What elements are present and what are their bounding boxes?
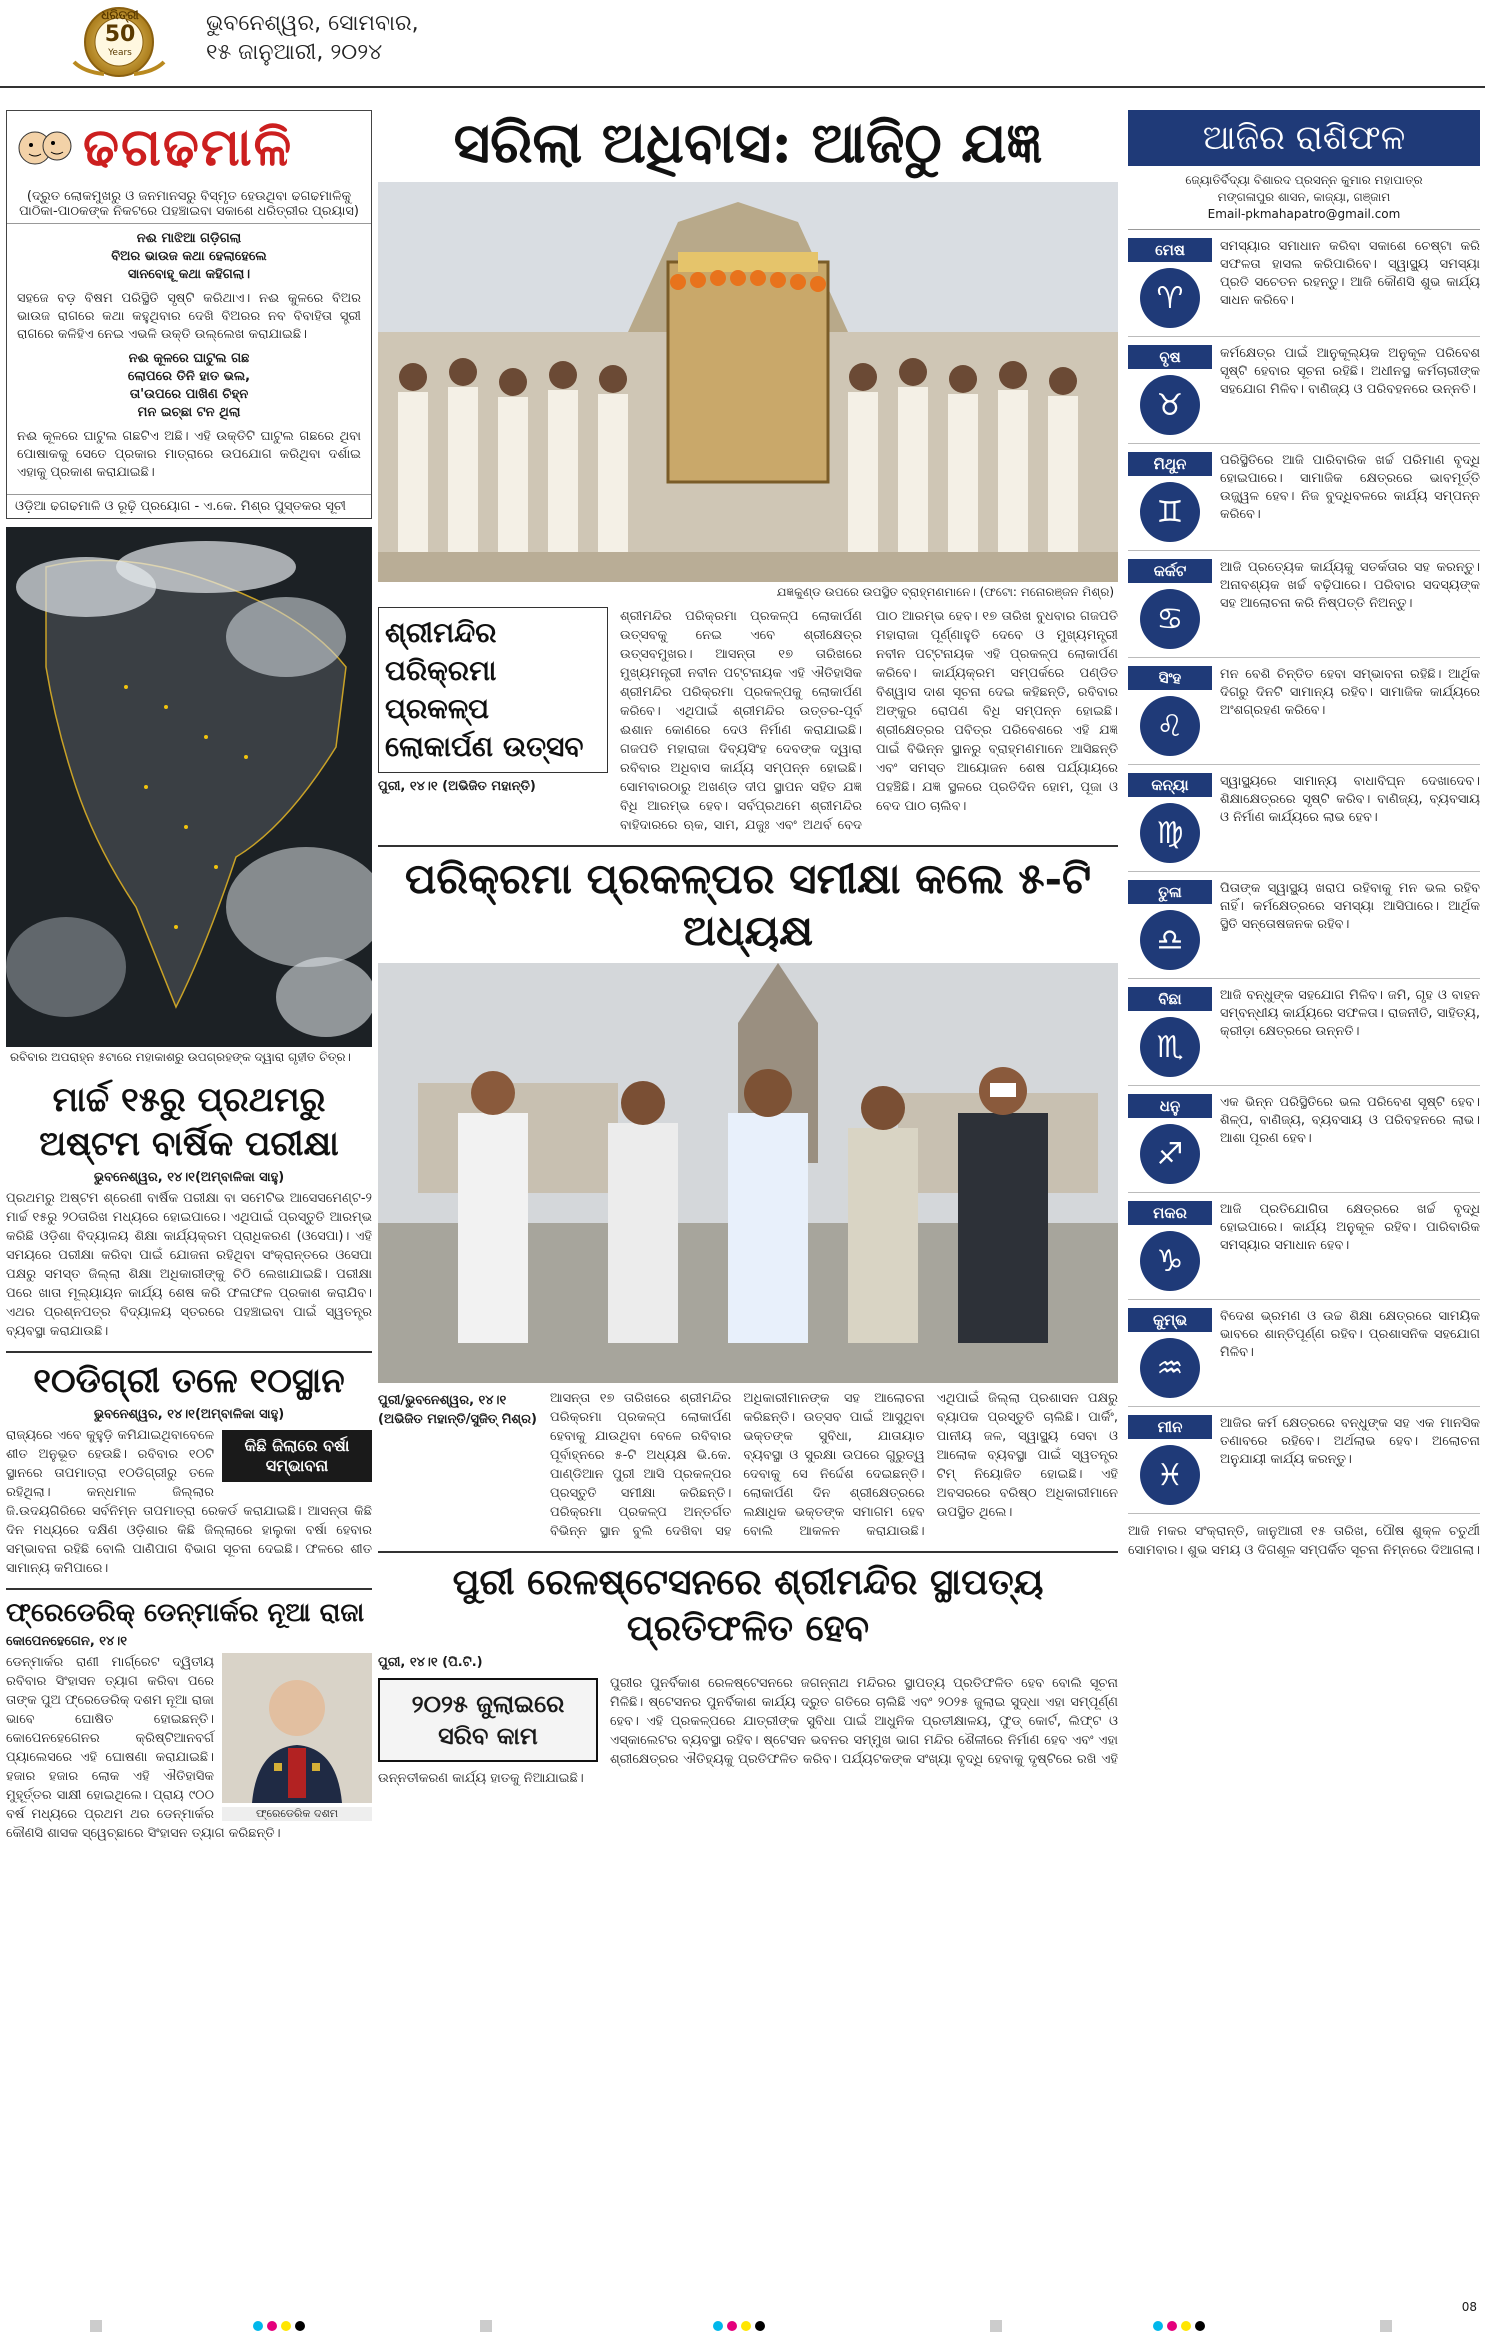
rashifal-meta	[1128, 166, 1480, 230]
logo-years-label: Years	[108, 48, 132, 58]
logo-text: ଧରିତ୍ରୀ	[101, 8, 139, 22]
sign-badge	[1128, 452, 1212, 542]
railway-body: ପୁରୀର ପୁନର୍ବିକାଶ ରେଳଷ୍ଟେସନରେ ଜଗନ୍ନାଥ ମନ୍ଦିରର ସ୍ଥାପତ୍ୟ ପ୍ରତିଫଳିତ ହେବ ବୋଲି ସୂଚନା ମିଳିଛି। ଷ୍ଟେସନର ପୁନର୍ବିକାଶ କାର୍ଯ୍ୟ ଦ୍ରୁତ ଗତିରେ ଚାଲିଛି ଏବଂ ୨୦୨୫ ଜୁଲାଇ ସୁଦ୍ଧା ଏହା ସମ୍ପୂର୍ଣ୍ଣ ହେବ। ଏହି ପ୍ରକଳ୍ପରେ ଯାତ୍ରୀଙ୍କ ସୁବିଧା ପାଇଁ ଆଧୁନିକ ପ୍ରତୀକ୍ଷାଳୟ, ଫୁଡ୍ କୋର୍ଟ, ଲିଫ୍ଟ ଓ ଏସ୍କାଲେଟର ବ୍ୟବସ୍ଥା ରହିବ। ଷ୍ଟେସନ ଭବନର ସମ୍ମୁଖ ଭାଗ ମନ୍ଦିର ଶୈଳୀରେ ନିର୍ମାଣ ହେବ ଏବଂ ଏହା ଶ୍ରୀକ୍ଷେତ୍ରର ଐତିହ୍ୟକୁ ପ୍ରତିଫଳିତ କରିବ। ପର୍ଯ୍ୟଟକଙ୍କ ସଂଖ୍ୟା ବୃଦ୍ଧି ହେବାକୁ ଦୃଷ୍ଟିରେ ରଖି ଏହି ଉନ୍ନତୀକରଣ କାର୍ଯ୍ୟ ହାତକୁ ନିଆଯାଇଛି।	[378, 1676, 1118, 1786]
page-number: 08	[1461, 2300, 1477, 2314]
inspection-headline: ପରିକ୍ରମା ପ୍ରକଳ୍ପର ସମୀକ୍ଷା କଲେ ୫-ଟି ଅଧ୍ୟକ୍ଷ	[404, 854, 1092, 955]
logo-years: 50	[104, 22, 136, 47]
sign-name: ଧନୁ	[1128, 1094, 1212, 1118]
satellite-caption: ରବିବାର ଅପରାହ୍ନ ୫ଟାରେ ମହାକାଶରୁ ଉପଗ୍ରହଙ୍କ ଦ୍ୱାରା ଗୃହୀତ ଚିତ୍ର।	[10, 1050, 351, 1064]
sign-name: ବୃଷ	[1128, 345, 1212, 369]
zodiac-icon: ♓	[1140, 1445, 1200, 1505]
astrologer-email: Email-pkmahapatro@gmail.com	[1207, 207, 1401, 221]
denmark-article	[6, 1588, 372, 1843]
sign-name: ତୁଳା	[1128, 880, 1212, 904]
sign-row	[1128, 872, 1480, 979]
lead-photo	[378, 182, 1118, 582]
verse-line: ମନ ଇଚ୍ଛା ଟନ ଥିଲା	[137, 405, 241, 420]
sign-list	[1128, 230, 1480, 1514]
lead-body: ଶ୍ରୀମନ୍ଦିର ପରିକ୍ରମା ପ୍ରକଳ୍ପ ଲୋକାର୍ପଣ ଉତ୍ସବକୁ ନେଇ ଏବେ ଶ୍ରୀକ୍ଷେତ୍ର ଉତ୍ସବମୁଖର। ଆସନ୍ତା ୧୭ ତାରିଖରେ ମୁଖ୍ୟମନ୍ତ୍ରୀ ନବୀନ ପଟ୍ଟନାୟକ ଏହି ଐତିହାସିକ ଶ୍ରୀମନ୍ଦିର ପରିକ୍ରମା ପ୍ରକଳ୍ପକୁ ଲୋକାର୍ପଣ କରିବେ। ଏଥିପାଇଁ ଶ୍ରୀମନ୍ଦିର ଉତ୍ତର-ପୂର୍ବ ଈଶାନ କୋଣରେ ଦେଓ ନିର୍ମାଣ କରାଯାଇଛି। ଗଜପତି ମହାରାଜା ଦିବ୍ୟସିଂହ ଦେବଙ୍କ ଦ୍ୱାରା ରବିବାର ଅଧିବାସ କାର୍ଯ୍ୟ ସମ୍ପନ୍ନ ହୋଇଛି। ସୋମବାରଠାରୁ ଅଖଣ୍ଡ ଦୀପ ସ୍ଥାପନ ସହିତ ଯଜ୍ଞ ବିଧି ଆରମ୍ଭ ହେବ। ସର୍ବପ୍ରଥମେ ଶ୍ରୀମନ୍ଦିର ବାହିଦାରରେ ଋକ, ସାମ, ଯଜୁଃ ଏବଂ ଅଥର୍ବ ବେଦ ପାଠ ଆରମ୍ଭ ହେବ। ୧୭ ତାରିଖ ବୁଧବାର ଗଜପତି ମହାରାଜା ପୂର୍ଣ୍ଣାହୁତି ଦେବେ ଓ ମୁଖ୍ୟମନ୍ତ୍ରୀ ନବୀନ ପଟ୍ଟନାୟକ ଏହି ପ୍ରକଳ୍ପ ଲୋକାର୍ପଣ କରିବେ। କାର୍ଯ୍ୟକ୍ରମ ସମ୍ପର୍କରେ ପଣ୍ଡିତ ବିଶ୍ୱାସ ଦାଶ ସୂଚନା ଦେଇ କହିଛନ୍ତି, ରବିବାର ଅଙ୍କୁର ରୋପଣ ବିଧି ସମ୍ପନ୍ନ ହୋଇଛି। ଶ୍ରୀକ୍ଷେତ୍ରର ପବିତ୍ର ପରିବେଶରେ ଏହି ଯଜ୍ଞ ପାଇଁ ବିଭିନ୍ନ ସ୍ଥାନରୁ ବ୍ରାହ୍ମଣମାନେ ଆସିଛନ୍ତି ଏବଂ ସମସ୍ତ ଆୟୋଜନ ଶେଷ ପର୍ଯ୍ୟାୟରେ ପହଞ୍ଚିଛି। ଯଜ୍ଞ ସ୍ଥଳରେ ପ୍ରତିଦିନ ହୋମ, ପୂଜା ଓ ବେଦ ପାଠ ଚାଲିବ।	[620, 609, 1118, 833]
sign-text: ଆଜି ପ୍ରତ୍ୟେକ କାର୍ଯ୍ୟକୁ ସତର୍କତାର ସହ କରନ୍ତୁ। ଅନାବଶ୍ୟକ ଖର୍ଚ୍ଚ ବଢ଼ିପାରେ। ପରିବାର ସଦସ୍ୟଙ୍କ ସହ ଆଲୋଚନା କରି ନିଷ୍ପତ୍ତି ନିଅନ୍ତୁ।	[1220, 560, 1480, 611]
sign-badge	[1128, 1201, 1212, 1291]
sign-row	[1128, 230, 1480, 337]
denmark-photo-caption: ଫ୍ରେଡେରିକ ଦଶମ	[222, 1807, 372, 1821]
rashifal-footer: ଆଜି ମକର ସଂକ୍ରାନ୍ତି, ଜାନୁଆରୀ ୧୫ ତାରିଖ, ପୌଷ ଶୁକ୍ଳ ଚତୁର୍ଥୀ ସୋମବାର। ଶୁଭ ସମୟ ଓ ଦିଗଶୂଳ ସମ୍ପର୍କିତ ସୂଚନା ନିମ୍ନରେ ଦିଆଗଲା।	[1128, 1524, 1480, 1558]
rashifal-title: ଆଜିର ରାଶିଫଳ	[1128, 110, 1480, 166]
humor-paragraph: ନଈ କୂଳରେ ଘାଟୁଲ ଗଛଟିଏ ଅଛି। ଏହି ଉକ୍ତିଟି ଘାଟୁଲ ଗଛରେ ଥିବା ପୋଷାକକୁ ସେତେ ପ୍ରକାର ମାତ୍ରାରେ ଉପଯୋଗ କରିଥିବା ଦର୍ଶାଇ ଏହାକୁ ପ୍ରକାଶ କରାଯାଇଛି।	[17, 429, 361, 480]
masthead	[0, 0, 1485, 88]
sign-text: ସ୍ୱାସ୍ଥ୍ୟରେ ସାମାନ୍ୟ ବାଧାବିଘ୍ନ ଦେଖାଦେବ। ଶିକ୍ଷାକ୍ଷେତ୍ରରେ ସୃଷ୍ଟି କରିବ। ବାଣିଜ୍ୟ, ବ୍ୟବସାୟ ଓ ନିର୍ମାଣ କାର୍ଯ୍ୟରେ ଲାଭ ହେବ।	[1220, 774, 1480, 825]
humor-header	[7, 111, 371, 185]
verse-line: ଲୋପରେ ତିନି ହାତ ଭଲ,	[127, 369, 251, 384]
verse-line: ନଈ ମାଝିଆ ଗଡ଼ିଗଲା	[136, 231, 242, 246]
sign-row	[1128, 1193, 1480, 1300]
sign-name: କର୍କଟ	[1128, 559, 1212, 583]
sign-row	[1128, 444, 1480, 551]
sign-badge	[1128, 345, 1212, 435]
sign-text: କର୍ମକ୍ଷେତ୍ର ପାଇଁ ଆନୁକୂଲ୍ୟକ ଅନୁକୂଳ ପରିବେଶ ସୃଷ୍ଟି ହେବାର ସୂଚନା ରହିଛି। ଅଧୀନସ୍ଥ କର୍ମଚାରୀଙ୍କ ସହଯୋଗ ମିଳିବ। ବାଣିଜ୍ୟ ଓ ପରିବହନରେ ଉନ୍ନତି।	[1220, 346, 1480, 397]
exam-article	[6, 1078, 372, 1341]
lead-dateline: ପୁରୀ, ୧୪।୧ (ଅଭିଜିତ ମହାନ୍ତି)	[378, 779, 536, 794]
zodiac-icon: ♋	[1140, 589, 1200, 649]
sign-name: ସିଂହ	[1128, 666, 1212, 690]
sign-badge	[1128, 1415, 1212, 1505]
humor-footer: ଓଡ଼ିଆ ଢଗଢମାଳି ଓ ରୂଢ଼ି ପ୍ରୟୋଗ - ଏ.କେ. ମିଶ୍ର ପୁସ୍ତକର ସୂଚୀ	[7, 494, 371, 518]
zodiac-icon: ♍	[1140, 803, 1200, 863]
masthead-date: ୧୫ ଜାନୁଆରୀ, ୨୦୨୪	[206, 40, 383, 65]
sign-text: ମନ ବେଶି ଚିନ୍ତିତ ହେବା ସମ୍ଭାବନା ରହିଛି। ଆର୍ଥିକ ଦିଗରୁ ଦିନଟି ସାମାନ୍ୟ ରହିବ। ସାମାଜିକ କାର୍ଯ୍ୟରେ ଅଂଶଗ୍ରହଣ କରିବେ।	[1220, 667, 1480, 718]
lead-photo-caption: ଯଜ୍ଞକୁଣ୍ଡ ଉପରେ ଉପସ୍ଥିତ ବ୍ରାହ୍ମଣମାନେ। (ଫଟୋ: ମନୋରଞ୍ଜନ ମିଶ୍ର)	[776, 585, 1114, 599]
lead-left	[378, 607, 608, 835]
center-column	[378, 110, 1118, 1788]
sign-name: ମେଷ	[1128, 238, 1212, 262]
sign-name: ବିଛା	[1128, 987, 1212, 1011]
sign-row	[1128, 658, 1480, 765]
king-portrait-icon	[222, 1653, 372, 1803]
yajna-photo-icon	[378, 182, 1118, 582]
lead-subheadline: ଶ୍ରୀମନ୍ଦିର ପରିକ୍ରମା ପ୍ରକଳ୍ପ ଲୋକାର୍ପଣ ଉତ୍ସବ	[378, 607, 608, 773]
denmark-photo	[222, 1653, 372, 1821]
zodiac-icon: ♑	[1140, 1231, 1200, 1291]
lead-article	[378, 607, 1118, 835]
sign-text: ସମସ୍ୟାର ସମାଧାନ କରିବା ସକାଶେ ଚେଷ୍ଟା କରି ସଫଳତା ହାସଲ କରିପାରିବେ। ସ୍ୱାସ୍ଥ୍ୟ ସମସ୍ୟା ପ୍ରତି ସଚେତନ ରହନ୍ତୁ। ଆଜି କୌଣସି ଶୁଭ କାର୍ଯ୍ୟ ସାଧନ କରିବେ।	[1220, 239, 1480, 308]
railway-headline: ପୁରୀ ରେଳଷ୍ଟେସନରେ ଶ୍ରୀମନ୍ଦିର ସ୍ଥାପତ୍ୟ ପ୍ରତିଫଳିତ ହେବ	[452, 1561, 1044, 1649]
zodiac-icon: ♎	[1140, 910, 1200, 970]
inspection-byline: (ଅଭିଜିତ ମହାନ୍ତି/ସୁଜିତ୍ ମିଶ୍ର)	[378, 1412, 537, 1427]
astrologer-name: ଜ୍ୟୋତିର୍ବିଦ୍ୟା ବିଶାରଦ ପ୍ରସନ୍ନ କୁମାର ମହାପାତ୍ର	[1185, 173, 1423, 187]
sign-text: ଆଜିର କର୍ମ କ୍ଷେତ୍ରରେ ବନ୍ଧୁଙ୍କ ସହ ଏକ ମାନସିକ ତଣାବରେ ରହିବେ। ଅର୍ଥଲାଭ ହେବ। ଅଲୋଚନା ଅନୁଯାୟୀ କାର୍ଯ୍ୟ କରନ୍ତୁ।	[1220, 1416, 1480, 1467]
zodiac-icon: ♈	[1140, 268, 1200, 328]
zodiac-icon: ♏	[1140, 1017, 1200, 1077]
zodiac-icon: ♊	[1140, 482, 1200, 542]
exam-headline: ମାର୍ଚ୍ଚ ୧୫ରୁ ପ୍ରଥମରୁ ଅଷ୍ଟମ ବାର୍ଷିକ ପରୀକ୍ଷା	[39, 1080, 339, 1164]
sign-row	[1128, 765, 1480, 872]
cold-headline: ୧୦ଡିଗ୍ରୀ ତଳେ ୧୦ସ୍ଥାନ	[33, 1361, 345, 1401]
zodiac-icon: ♐	[1140, 1124, 1200, 1184]
humor-paragraph: ସହଜେ ବଡ଼ ବିଷମ ପରିସ୍ଥିତି ସୃଷ୍ଟି କରିଥାଏ। ନଈ କୁଳରେ ବିଅର ଭାଉଜ ରାଗରେ କଥା କହୁଥିବାର ଦେଖି ବିଅରର ନବ ବିବାହିତା ସ୍ତ୍ରୀ ରାଗରେ କଳିହିଏ ନେଇ ଏଭଳି ଉକ୍ତି ଉଲ୍ଲେଖ କରାଯାଇଛି।	[17, 291, 361, 342]
right-column	[1128, 110, 1480, 1560]
left-column	[6, 110, 372, 1843]
sign-row	[1128, 1300, 1480, 1407]
cold-dateline: ଭୁବନେଶ୍ୱର, ୧୪।୧(ଅମ୍ବାଳିକା ସାହୁ)	[93, 1407, 285, 1422]
denmark-headline: ଫ୍ରେଡେରିକ୍ ଡେନ୍ମାର୍କର ନୂଆ ରାଜା	[6, 1598, 365, 1628]
denmark-dateline: କୋପେନହେଗେନ, ୧୪।୧	[6, 1634, 128, 1649]
sign-name: ମକର	[1128, 1201, 1212, 1225]
railway-callout: ୨୦୨୫ ଜୁଲାଇରେ ସରିବ କାମ	[378, 1678, 598, 1762]
sign-name: ମୀନ	[1128, 1415, 1212, 1439]
sign-text: ଏକ ଭିନ୍ନ ପରିସ୍ଥିତିରେ ଭଲ ପରିବେଶ ସୃଷ୍ଟି ହେବ। ଶିଳ୍ପ, ବାଣିଜ୍ୟ, ବ୍ୟବସାୟ ଓ ପରିବହନରେ ଲାଭ। ଆଶା ପୂରଣ ହେବ।	[1220, 1095, 1480, 1146]
masthead-dateline: ଭୁବନେଶ୍ୱର, ସୋମବାର,	[206, 11, 419, 36]
satellite-image	[6, 527, 372, 1047]
sign-badge	[1128, 1308, 1212, 1398]
astrologer-address: ମଙ୍ଗଳାପୁର ଶାସନ, କାଜ୍ୟା, ଗଞ୍ଜାମ	[1217, 190, 1391, 204]
verse-line: ତା'ଉପରେ ପାଖିଣ ଚିହ୍ନ	[129, 387, 249, 402]
zodiac-icon: ♒	[1140, 1338, 1200, 1398]
sign-row	[1128, 337, 1480, 444]
cold-article	[6, 1351, 372, 1578]
exam-dateline: ଭୁବନେଶ୍ୱର, ୧୪।୧(ଅମ୍ବାଳିକା ସାହୁ)	[93, 1170, 285, 1185]
zodiac-icon: ♉	[1140, 375, 1200, 435]
railway-dateline: ପୁରୀ, ୧୪।୧ (ପି.ଟି.)	[378, 1655, 483, 1670]
inspection-meta	[378, 1389, 538, 1541]
verse-line: ବିଅର ଭାଉଜ କଥା ହେଲାହେଲେ	[111, 249, 267, 264]
inspection-dateline: ପୁରୀ/ଭୁବନେଶ୍ୱର, ୧୪।୧	[378, 1393, 507, 1408]
print-registration-marks-icon	[0, 2318, 1485, 2334]
sign-name: କୁମ୍ଭ	[1128, 1308, 1212, 1332]
satellite-map-icon	[6, 527, 372, 1047]
verse-line: ନଈ କୂଳରେ ଘାଟୁଲ ଗଛ	[128, 351, 250, 366]
cartoon-faces-icon	[15, 118, 75, 178]
officials-photo-icon	[378, 963, 1118, 1383]
sign-badge	[1128, 238, 1212, 328]
sign-badge	[1128, 559, 1212, 649]
inspection-text	[378, 1389, 1118, 1541]
sign-text: ଆଜି ପ୍ରତିଯୋଗିତା କ୍ଷେତ୍ରରେ ଖର୍ଚ୍ଚ ବୃଦ୍ଧି ହୋଇପାରେ। କାର୍ଯ୍ୟ ଅନୁକୂଳ ରହିବ। ପାରିବାରିକ ସମସ୍ୟାର ସମାଧାନ ହେବ।	[1220, 1202, 1480, 1253]
sign-row	[1128, 551, 1480, 658]
humor-title: ଢଗଢମାଳି	[83, 117, 294, 178]
sign-text: ପିତାଙ୍କ ସ୍ୱାସ୍ଥ୍ୟ ଖରାପ ରହିବାକୁ ମନ ଭଲ ରହିବ ନାହିଁ। କର୍ମକ୍ଷେତ୍ରରେ ସମସ୍ୟା ଆସିପାରେ। ଆର୍ଥିକ ସ୍ଥିତି ସନ୍ତୋଷଜନକ ରହିବ।	[1220, 881, 1480, 932]
inspection-article	[378, 845, 1118, 1541]
sign-text: ପରିସ୍ଥିତିରେ ଆଜି ପାରିବାରିକ ଖର୍ଚ୍ଚ ପରିମାଣ ବୃଦ୍ଧି ହୋଇପାରେ। ସାମାଜିକ କ୍ଷେତ୍ରରେ ଭାବମୂର୍ତ୍ତି ଉଜ୍ଜ୍ୱଳ ହେବ। ନିଜ ବୁଦ୍ଧିବଳରେ କାର୍ଯ୍ୟ ସମ୍ପନ୍ନ କରିବେ।	[1220, 453, 1480, 522]
denmark-body: ଡେନ୍ମାର୍କର ରାଣୀ ମାର୍ଗ୍ରେଟ ଦ୍ୱିତୀୟ ରବିବାର ସିଂହାସନ ତ୍ୟାଗ କରିବା ପରେ ତାଙ୍କ ପୁଅ ଫ୍ରେଡେରିକ୍ ଦଶମ ନୂଆ ରାଜା ଭାବେ ଘୋଷିତ ହୋଇଛନ୍ତି। କୋପେନହେଗେନର କ୍ରିଷ୍ଟିଆନବର୍ଗ ପ୍ୟାଲେସରେ ଏହି ଘୋଷଣା କରାଯାଇଛି। ହଜାର ହଜାର ଲୋକ ଏହି ଐତିହାସିକ ମୁହୂର୍ତ୍ତର ସାକ୍ଷୀ ହୋଇଥିଲେ। ପ୍ରାୟ ୯୦୦ ବର୍ଷ ମଧ୍ୟରେ ପ୍ରଥମ ଥର ଡେନ୍ମାର୍କର କୌଣସି ଶାସକ ସ୍ୱେଚ୍ଛାରେ ସିଂହାସନ ତ୍ୟାଗ କରିଛନ୍ତି।	[6, 1655, 281, 1841]
zodiac-icon: ♌	[1140, 696, 1200, 756]
sign-row	[1128, 979, 1480, 1086]
railway-article	[378, 1551, 1118, 1788]
masthead-rule	[0, 86, 1485, 88]
cold-body: ରାଜ୍ୟରେ ଏବେ କୁହୁଡ଼ି କମିଯାଇଥିବାବେଳେ ଶୀତ ଅନୁଭୂତ ହେଉଛି। ରବିବାର ୧୦ଟି ସ୍ଥାନରେ ତାପମାତ୍ରା ୧୦ଡିଗ୍ରୀରୁ ତଳେ ରହିଥିଲା। କନ୍ଧମାଳ ଜିଲ୍ଲାର ଜି.ଉଦୟଗିରିରେ ସର୍ବନିମ୍ନ ତାପମାତ୍ରା ରେକର୍ଡ କରାଯାଇଛି। ଆସନ୍ତା କିଛି ଦିନ ମଧ୍ୟରେ ଦକ୍ଷିଣ ଓଡ଼ିଶାର କିଛି ଜିଲ୍ଲାରେ ହାଲୁକା ବର୍ଷା ହେବାର ସମ୍ଭାବନା ରହିଛି ବୋଲି ପାଣିପାଗ ବିଭାଗ ସୂଚନା ଦେଇଛି। ଫଳରେ ଶୀତ ସାମାନ୍ୟ କମିପାରେ।	[6, 1428, 372, 1576]
sign-badge	[1128, 1094, 1212, 1184]
humor-box	[6, 110, 372, 519]
lead-headline: ସରିଲା ଅଧିବାସ: ଆଜିଠୁ ଯଜ୍ଞ	[453, 110, 1043, 176]
humor-body	[7, 224, 371, 494]
sign-row	[1128, 1086, 1480, 1193]
verse-line: ସାନବୋହୂ କଥା କହିଗଲା।	[127, 267, 251, 282]
sign-badge	[1128, 666, 1212, 756]
sign-text: ଆଜି ବନ୍ଧୁଙ୍କ ସହଯୋଗ ମିଳିବ। ଜମି, ଗୃହ ଓ ବାହନ ସମ୍ବନ୍ଧୀୟ କାର୍ଯ୍ୟରେ ସଫଳତା। ରାଜନୀତି, ସାହିତ୍ୟ, କ୍ରୀଡ଼ା କ୍ଷେତ୍ରରେ ଉନ୍ନତି।	[1220, 988, 1480, 1039]
sign-badge	[1128, 880, 1212, 970]
cold-callout: କିଛି ଜିଲାରେ ବର୍ଷା ସମ୍ଭାବନା	[222, 1430, 372, 1482]
sign-name: କନ୍ୟା	[1128, 773, 1212, 797]
sign-row	[1128, 1407, 1480, 1514]
inspection-body: ଆସନ୍ତା ୧୭ ତାରିଖରେ ଶ୍ରୀମନ୍ଦିର ପରିକ୍ରମା ପ୍ରକଳ୍ପ ଲୋକାର୍ପଣ ହେବାକୁ ଯାଉଥିବା ବେଳେ ରବିବାର ପୂର୍ବାହ୍ନରେ ୫-ଟି ଅଧ୍ୟକ୍ଷ ଭି.କେ. ପାଣ୍ଡିଆନ ପୁରୀ ଆସି ପ୍ରକଳ୍ପର ପ୍ରସ୍ତୁତି ସମୀକ୍ଷା କରିଛନ୍ତି। ପରିକ୍ରମା ପ୍ରକଳ୍ପ ଅନ୍ତର୍ଗତ ବିଭିନ୍ନ ସ୍ଥାନ ବୁଲି ଦେଖିବା ସହ ଅଧିକାରୀମାନଙ୍କ ସହ ଆଲୋଚନା କରିଛନ୍ତି। ଉତ୍ସବ ପାଇଁ ଆସୁଥିବା ଭକ୍ତଙ୍କ ସୁବିଧା, ଯାତାୟାତ ବ୍ୟବସ୍ଥା ଓ ସୁରକ୍ଷା ଉପରେ ଗୁରୁତ୍ୱ ଦେବାକୁ ସେ ନିର୍ଦ୍ଦେଶ ଦେଇଛନ୍ତି। ଲୋକାର୍ପଣ ଦିନ ଶ୍ରୀକ୍ଷେତ୍ରରେ ଲକ୍ଷାଧିକ ଭକ୍ତଙ୍କ ସମାଗମ ହେବ ବୋଲି ଆକଳନ କରାଯାଉଛି। ଏଥିପାଇଁ ଜିଲ୍ଲା ପ୍ରଶାସନ ପକ୍ଷରୁ ବ୍ୟାପକ ପ୍ରସ୍ତୁତି ଚାଲିଛି। ପାର୍କିଂ, ପାନୀୟ ଜଳ, ସ୍ୱାସ୍ଥ୍ୟ ସେବା ଓ ଆଲୋକ ବ୍ୟବସ୍ଥା ପାଇଁ ସ୍ୱତନ୍ତ୍ର ଟିମ୍ ନିୟୋଜିତ ହୋଇଛି। ଏହି ଅବସରରେ ବରିଷ୍ଠ ଅଧିକାରୀମାନେ ଉପସ୍ଥିତ ଥିଲେ।	[550, 1391, 1118, 1539]
sign-text: ବିଦେଶ ଭ୍ରମଣ ଓ ଉଚ୍ଚ ଶିକ୍ଷା କ୍ଷେତ୍ରରେ ସାମୟିକ ଭାବରେ ଶାନ୍ତିପୂର୍ଣ୍ଣ ରହିବ। ପ୍ରଶାସନିକ ସହଯୋଗ ମିଳିବ।	[1220, 1309, 1480, 1360]
humor-subtitle: (ଦ୍ରୁତ ଲୋକମୁଖରୁ ଓ ଜନମାନସରୁ ବିସ୍ମୃତ ହେଉଥିବା ଢଗଢମାଳିକୁ ପାଠିକା-ପାଠକଙ୍କ ନିକଟରେ ପହଞ୍ଚାଇବା ସକାଶେ ଧରିତ୍ରୀର ପ୍ରୟାସ)	[7, 185, 371, 224]
inspection-photo	[378, 963, 1118, 1383]
exam-body: ପ୍ରଥମରୁ ଅଷ୍ଟମ ଶ୍ରେଣୀ ବାର୍ଷିକ ପରୀକ୍ଷା ବା ସମେଟିଭ ଆସେସମେଣ୍ଟ-୨ ମାର୍ଚ୍ଚ ୧୫ରୁ ୨୦ତାରିଖ ମଧ୍ୟରେ ହୋଇପାରେ। ଏଥିପାଇଁ ପ୍ରସ୍ତୁତି ଆରମ୍ଭ କରିଛି ଓଡ଼ିଶା ବିଦ୍ୟାଳୟ ଶିକ୍ଷା କାର୍ଯ୍ୟକ୍ରମ ପ୍ରାଧିକରଣ (ଓସେପା)। ଏହି ସମୟରେ ପରୀକ୍ଷା କରିବା ପାଇଁ ଯୋଜନା ରହିଥିବା ସଂକ୍ରାନ୍ତରେ ଓସେପା ପକ୍ଷରୁ ସମସ୍ତ ଜିଲ୍ଲା ଶିକ୍ଷା ଅଧିକାରୀଙ୍କୁ ଚିଠି ଲେଖାଯାଇଛି। ପରୀକ୍ଷା ପରେ ଖାତା ମୂଲ୍ୟାୟନ କାର୍ଯ୍ୟ ଶେଷ କରି ଫଳାଫଳ ପ୍ରକାଶ କରାଯିବ। ଏଥର ପ୍ରଶ୍ନପତ୍ର ବିଦ୍ୟାଳୟ ସ୍ତରରେ ପହଞ୍ଚାଇବା ପାଇଁ ସ୍ୱତନ୍ତ୍ର ବ୍ୟବସ୍ଥା କରାଯାଉଛି।	[6, 1191, 372, 1339]
sign-badge	[1128, 987, 1212, 1077]
sign-name: ମିଥୁନ	[1128, 452, 1212, 476]
sign-badge	[1128, 773, 1212, 863]
